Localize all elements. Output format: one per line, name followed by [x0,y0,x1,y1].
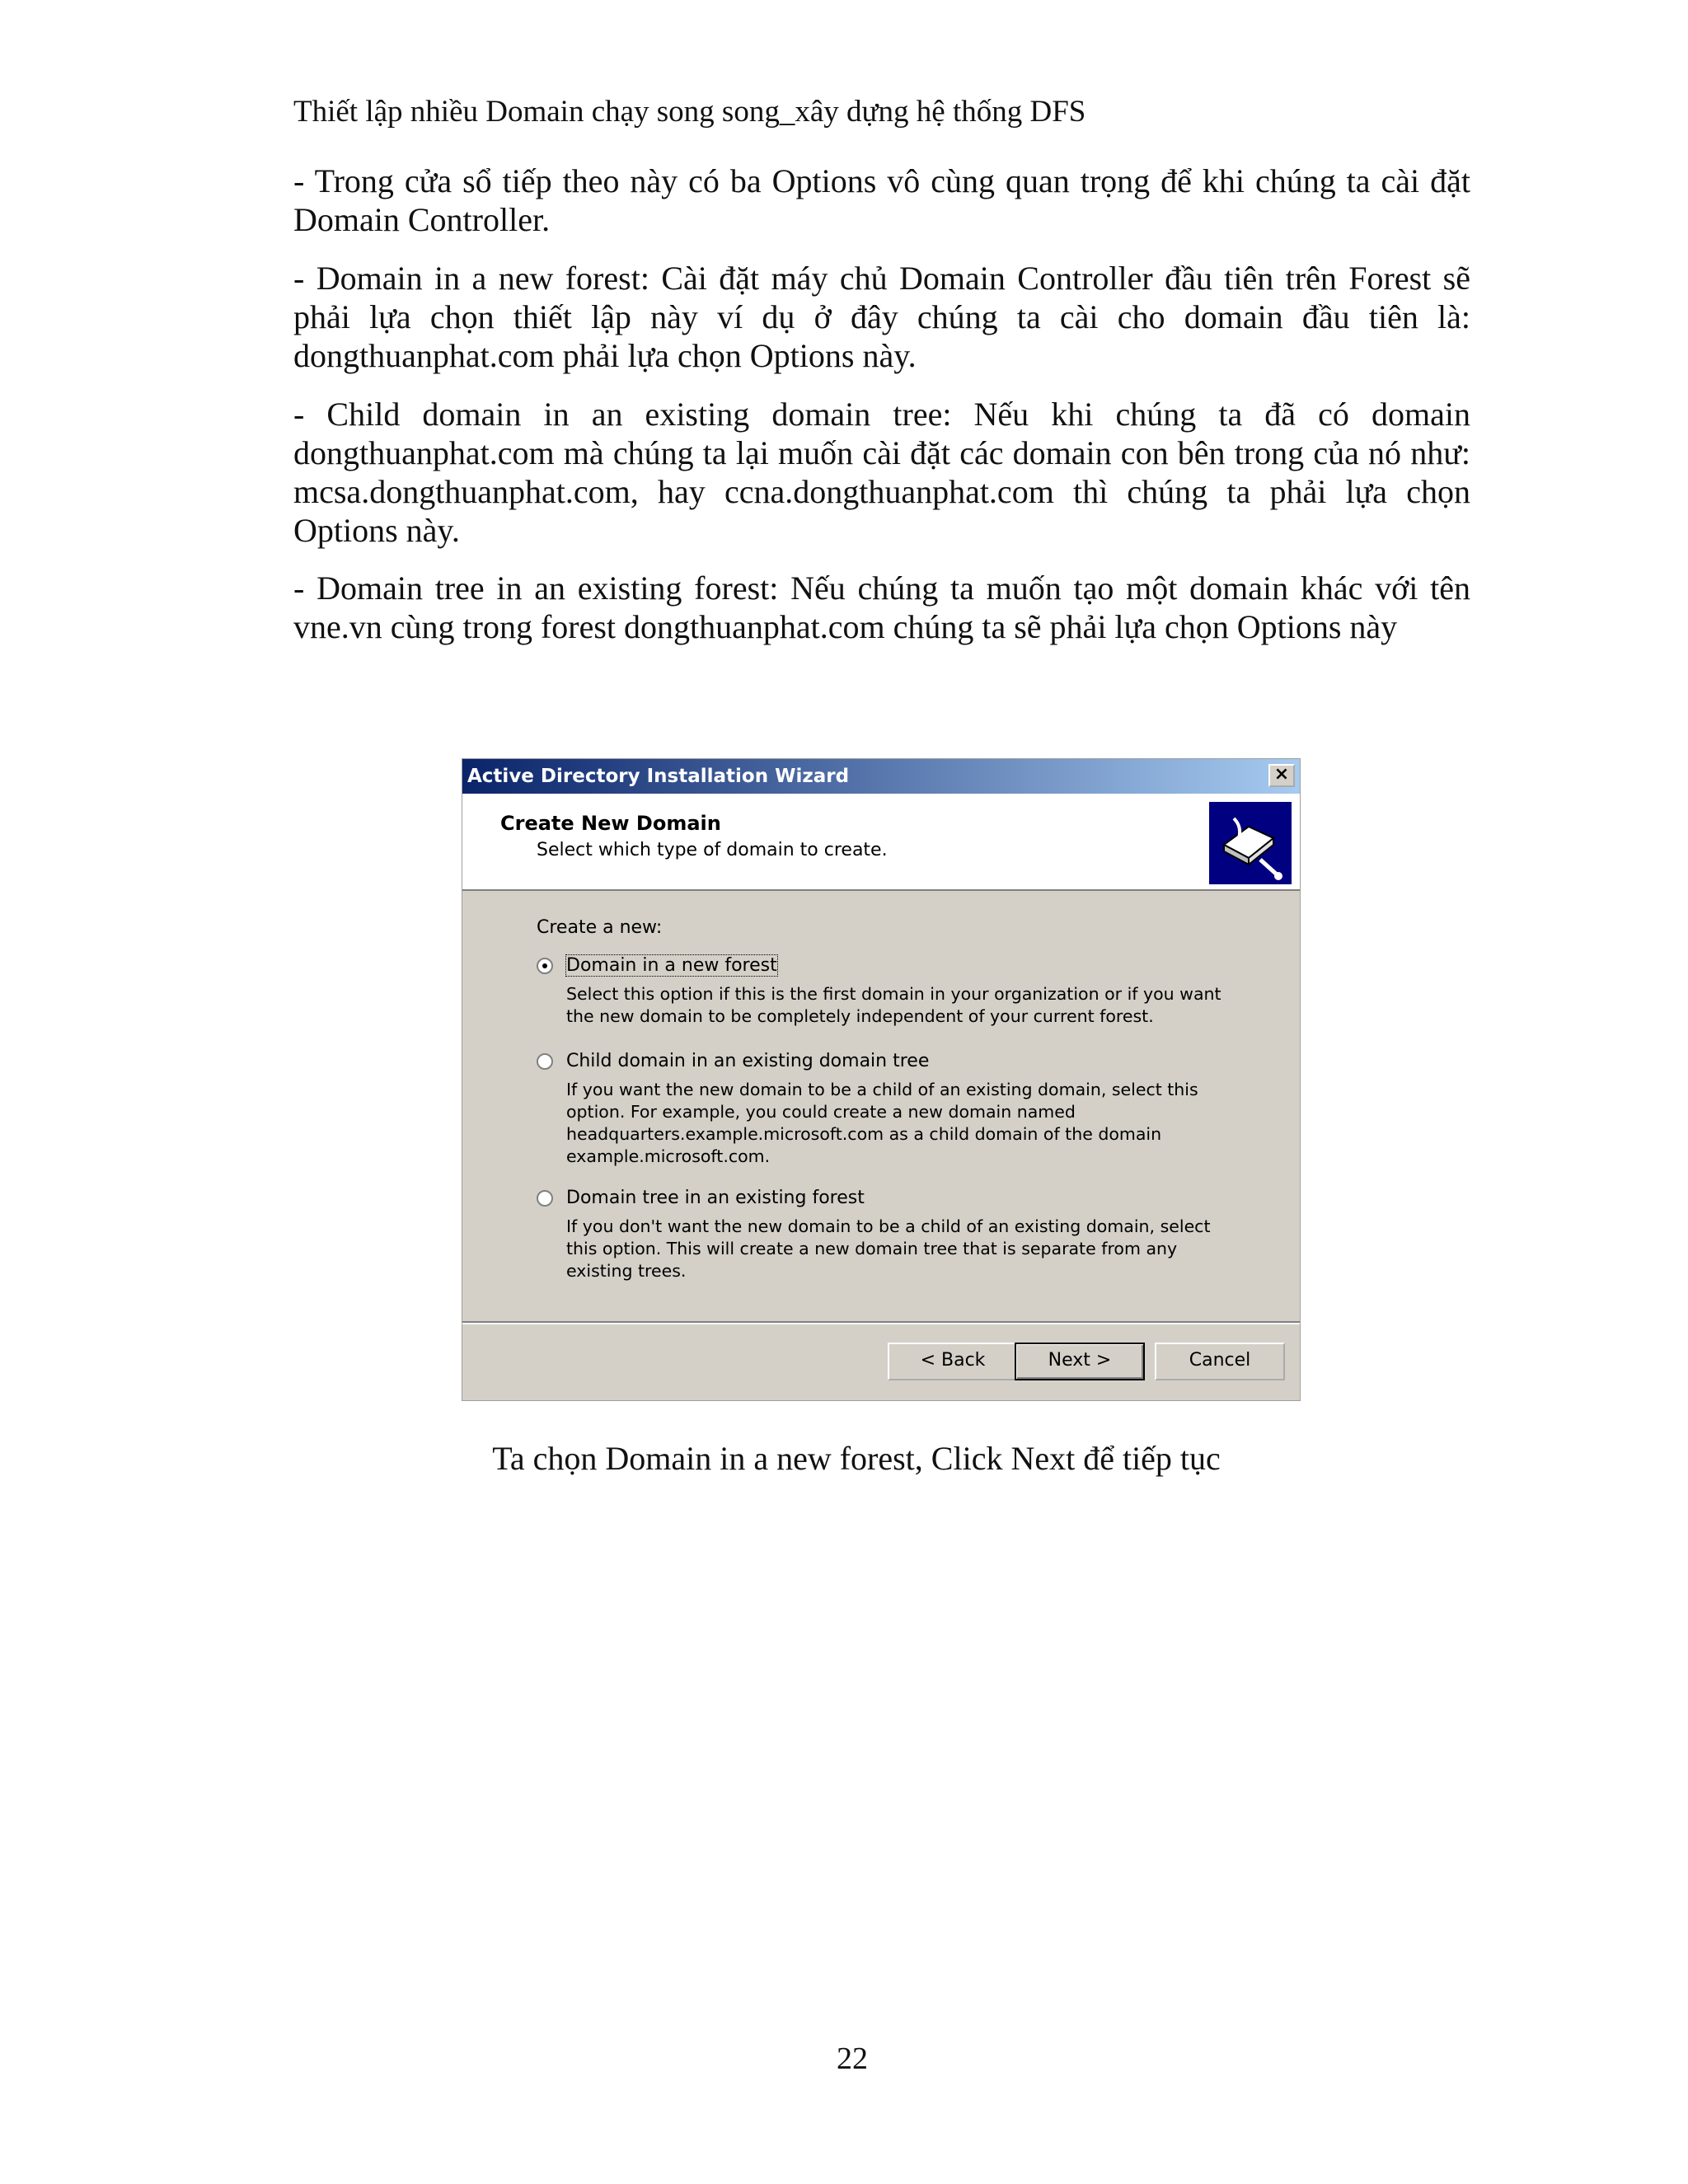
option-label[interactable]: Domain in a new forest [566,955,777,976]
paragraph-child-domain: - Child domain in an existing domain tree: Nếu khi chúng ta đã có domain dongthuanphat.com mà chúng ta lại muốn cài đặt các domain con bên trong của nó như: mcsa.dongthuanphat.com, hay ccna.dongthuanphat.com thì chúng ta phải lựa chọn Options này. [293,396,1470,549]
radio-domain-new-forest[interactable] [537,958,553,974]
wizard-header [462,794,1300,891]
option-description: If you don't want the new domain to be a child of an existing domain, select this option. This will create a new domain tree that is separate from any existing trees. [566,1216,1211,1281]
page-header: Thiết lập nhiều Domain chạy song song_xây dựng hệ thống DFS [293,95,1086,129]
radio-child-domain[interactable] [537,1053,553,1070]
back-button[interactable]: < Back [888,1343,1018,1380]
dialog-title: Active Directory Installation Wizard [467,766,850,787]
paragraph-intro: - Trong cửa sổ tiếp theo này có ba Options vô cùng quan trọng để khi chúng ta cài đặt Domain Controller. [293,162,1470,238]
page-number: 22 [837,2041,868,2076]
option-description: Select this option if this is the first domain in your organization or if you want the new domain to be completely independent of your current forest. [566,984,1221,1026]
button-divider [462,1321,1300,1324]
wizard-header-title: Create New Domain [500,812,721,835]
option-description: If you want the new domain to be a child of an existing domain, select this option. For example, you could create a new domain named headquarters.example.microsoft.com as a child domain of the domain example.microsoft.com. [566,1080,1198,1166]
paragraph-domain-tree: - Domain tree in an existing forest: Nếu chúng ta muốn tạo một domain khác với tên vne.vn cùng trong forest dongthuanphat.com chúng ta sẽ phải lựa chọn Options này [293,569,1470,645]
next-button[interactable]: Next > [1015,1343,1145,1380]
wizard-dialog-screenshot [462,758,1301,1401]
dialog-titlebar [462,759,1300,794]
cancel-button[interactable]: Cancel [1155,1343,1285,1380]
option-label[interactable]: Domain tree in an existing forest [566,1188,865,1208]
close-icon[interactable]: × [1268,764,1295,787]
create-new-label: Create a new: [537,917,663,938]
paragraph-domain-new-forest: - Domain in a new forest: Cài đặt máy chủ Domain Controller đầu tiên trên Forest sẽ phải lựa chọn thiết lập này ví dụ ở đây chúng ta cài cho domain đầu tiên là: dongthuanphat.com phải lựa chọn Options này. [293,260,1470,374]
radio-domain-tree[interactable] [537,1190,553,1207]
wizard-book-icon [1209,802,1292,884]
figure-caption: Ta chọn Domain in a new forest, Click Next để tiếp tục [492,1440,1221,1477]
wizard-header-subtitle: Select which type of domain to create. [537,840,888,860]
option-label[interactable]: Child domain in an existing domain tree [566,1051,930,1071]
wizard-body [462,893,1300,1281]
